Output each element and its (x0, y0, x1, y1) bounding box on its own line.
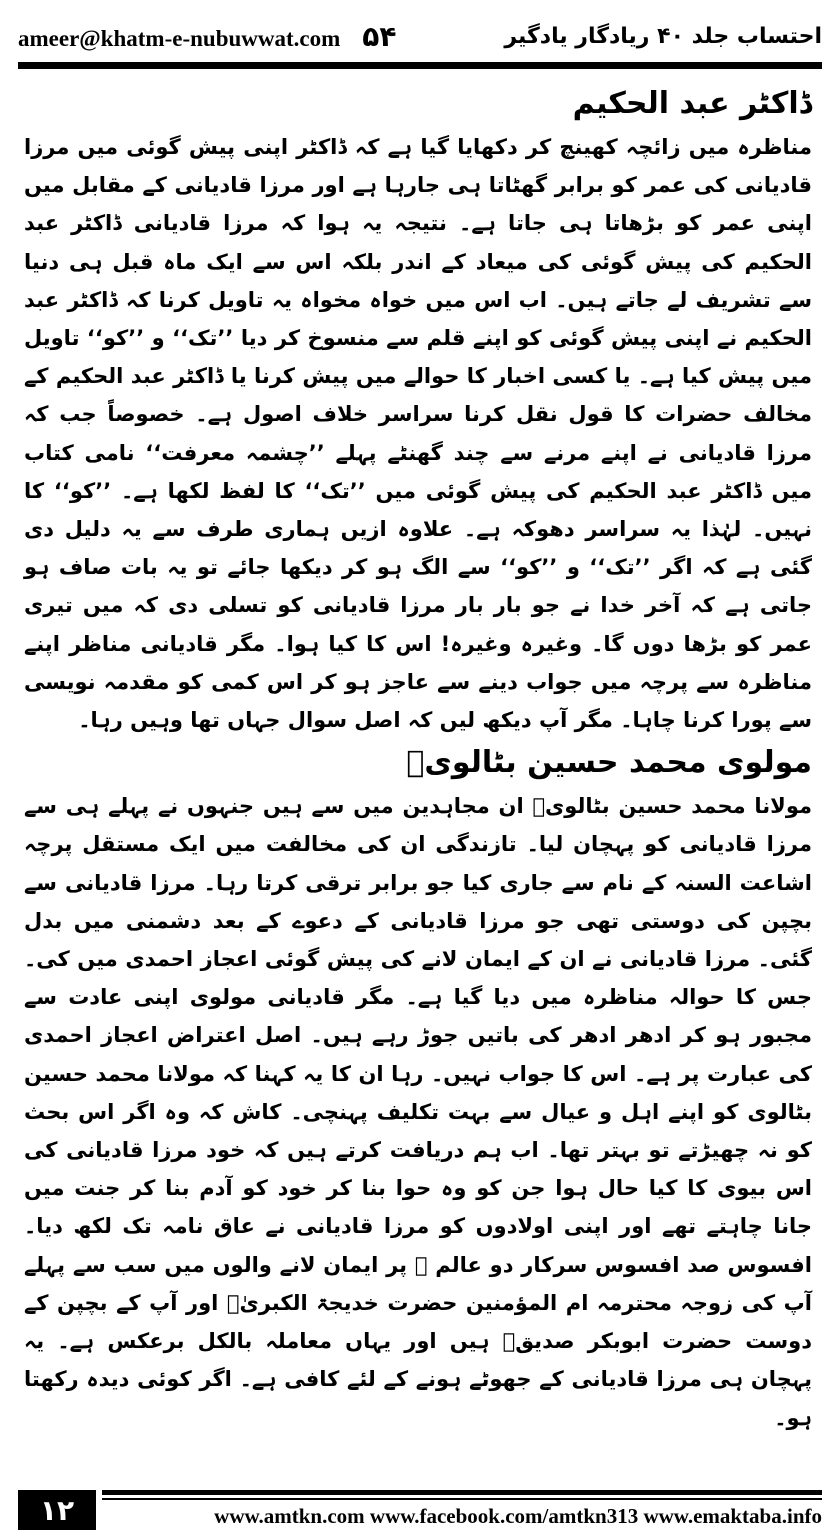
page-header (18, 14, 822, 58)
folio-number: ۱۲ (18, 1490, 96, 1530)
footer-rule-thin (102, 1498, 822, 1500)
header-email: ameer@khatm-e-nubuwwat.com (18, 25, 341, 51)
footer-links-area (96, 1490, 822, 1530)
header-page-number: ۵۴ (362, 19, 397, 53)
footer-urls: www.amtkn.com www.facebook.com/amtkn313 www.emaktaba.info (214, 1504, 822, 1528)
section-paragraph-batalvi: مولانا محمد حسین بٹالویؒ ان مجاہدین میں سے ہیں جنہوں نے پہلے ہی سے مرزا قادیانی کو پہچان لیا۔ تازندگی ان کی مخالفت میں ایک مستقل پرچہ اشاعت السنہ کے نام سے جاری کیا جو برابر ترقی کرتا رہا۔ مرزا قادیانی سے بچپن کی دوستی تھی جو مرزا قادیانی کے دعوے کے بعد دشمنی میں بدل گئی۔ مرزا قادیانی نے ان کے ایمان لانے کی پیش گوئی اعجاز احمدی میں کی۔ جس کا حوالہ مناظرہ میں دیا گیا ہے۔ مگر قادیانی مولوی اپنی عادت سے مجبور ہو کر ادھر ادھر کی باتیں جوڑ رہے ہیں۔ اصل اعتراض اعجاز احمدی کی عبارت پر ہے۔ اس کا جواب نہیں۔ رہا ان کا یہ کہنا کہ مولانا محمد حسین بٹالوی کو اپنے اہل و عیال سے بہت تکلیف پہنچی۔ کاش کہ وہ اگر اس بحث کو نہ چھیڑتے تو بہتر تھا۔ اب ہم دریافت کرتے ہیں کہ خود مرزا قادیانی کی اس بیوی کا کیا حال ہوا جن کو وہ حوا بنا کر خود کو آدم بنا کر جنت میں جانا چاہتے تھے اور اپنی اولادوں کو مرزا قادیانی نے عاق نامہ تک لکھ دیا۔ افسوس صد افسوس سرکار دو عالم ﷺ پر ایمان لانے والوں میں سب سے پہلے آپ کی زوجہ محترمہ ام المؤمنین حضرت خدیجۃ الکبریٰؓ اور آپ کے بچپن کے دوست حضرت ابوبکر صدیقؓ ہیں اور یہاں معاملہ بالکل برعکس ہے۔ یہ پہچان ہی مرزا قادیانی کے جھوٹے ہونے کے لئے کافی ہے۔ اگر کوئی دیدہ رکھتا ہو۔ (24, 794, 812, 1430)
page-content (24, 80, 812, 1437)
page-footer (18, 1488, 822, 1532)
header-series-title: احتساب جلد ۴۰ ریادگار یادگیر (504, 23, 822, 49)
header-left (18, 20, 396, 53)
header-rule (18, 62, 822, 69)
section-heading-batalvi: مولوی محمد حسین بٹالویؒ (406, 745, 812, 781)
footer-rule-thick (102, 1490, 822, 1495)
section-heading-abdul-hakim: ڈاکٹر عبد الحکیم (572, 86, 812, 121)
section-paragraph-abdul-hakim: مناظرہ میں زائچہ کھینچ کر دکھایا گیا ہے کہ ڈاکٹر اپنی پیش گوئی میں مرزا قادیانی کی عمر کو برابر گھٹاتا ہی جارہا ہے اور مرزا قادیانی کے مقابل میں اپنی عمر کو بڑھاتا ہی جاتا ہے۔ نتیجہ یہ ہوا کہ مرزا قادیانی ڈاکٹر عبد الحکیم کی پیش گوئی کی میعاد کے اندر بلکہ اس سے ایک ماہ قبل ہی دنیا سے تشریف لے جاتے ہیں۔ اب اس میں خواہ مخواہ یہ تاویل کرنا کہ ڈاکٹر عبد الحکیم نے اپنی پیش گوئی کو اپنے قلم سے منسوخ کر دیا ’’تک‘‘ و ’’کو‘‘ تاویل میں پیش کیا ہے۔ یا کسی اخبار کا حوالے میں پیش کرنا یا ڈاکٹر عبد الحکیم کے مخالف حضرات کا قول نقل کرنا سراسر خلاف اصول ہے۔ خصوصاً جب کہ مرزا قادیانی نے اپنے مرنے سے چند گھنٹے پہلے ’’چشمہ معرفت‘‘ نامی کتاب میں ڈاکٹر عبد الحکیم کی پیش گوئی میں ’’تک‘‘ کا لفظ لکھا ہے۔ ’’کو‘‘ کا نہیں۔ لہٰذا یہ سراسر دھوکہ ہے۔ علاوہ ازیں ہماری طرف سے یہ دلیل دی گئی ہے کہ اگر ’’تک‘‘ و ’’کو‘‘ سے الگ ہو کر دیکھا جائے تو یہ بات صاف ہو جاتی ہے کہ آخر خدا نے جو بار بار مرزا قادیانی کو تسلی دی کہ میں تیری عمر کو بڑھا دوں گا۔ وغیرہ وغیرہ! اس کا کیا ہوا۔ مگر قادیانی مناظر اپنے مناظرہ سے پرچہ میں جواب دینے سے عاجز ہو کر اس کمی کو مقدمہ نویسی سے پورا کرنا چاہا۔ مگر آپ دیکھ لیں کہ اصل سوال جہاں تھا وہیں رہا۔ (24, 135, 812, 733)
